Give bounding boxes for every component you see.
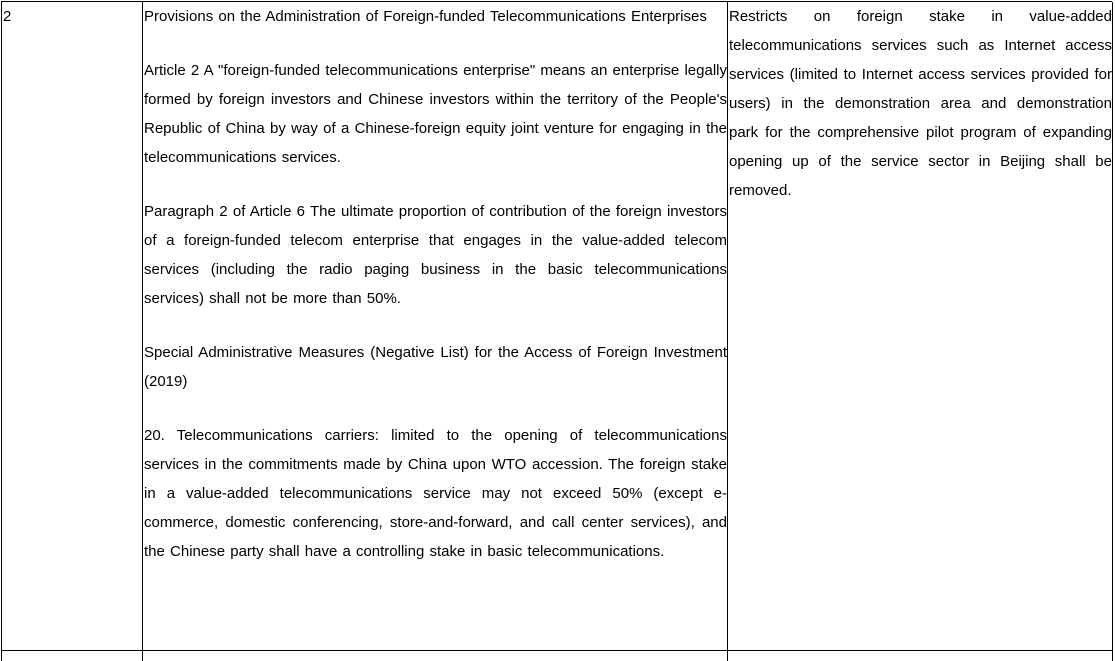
law-paragraph-negative-list: Special Administrative Measures (Negative List) for the Access of Foreign Investment (2019) <box>144 344 727 390</box>
row-bottom-border <box>1 650 1112 651</box>
law-paragraph-item-20: 20. Telecommunications carriers: limited to the opening of telecommunications services in the commitments made by China upon WTO accession. The foreign stake in a value-added telecommunications service may not exceed 50% (except e-commerce, domestic conferencing, store-and-forward, and call center services), and the Chinese party shall have a controlling stake in basic telecommunications. <box>144 427 727 560</box>
law-provisions-text <box>144 2 727 591</box>
regulation-table <box>1 1 1112 661</box>
row-number-cell <box>2 2 143 661</box>
measure-cell <box>728 2 1113 661</box>
law-paragraph-article-2: Article 2 A "foreign-funded telecommunications enterprise" means an enterprise legally formed by foreign investors and Chinese investors within the territory of the People's Republic of China by way of a Chinese-foreign equity joint venture for engaging in the telecommunications services. <box>144 62 727 166</box>
law-paragraph-article-6: Paragraph 2 of Article 6 The ultimate proportion of contribution of the foreign investors of a foreign-funded telecom enterprise that engages in the value-added telecom services (including the radio paging business in the basic telecommunications services) shall not be more than 50%. <box>144 203 727 307</box>
measure-text: Restricts on foreign stake in value-added telecommunications services such as Internet access services (limited to Internet access services provided for users) in the demonstration area and demonstration park for the comprehensive pilot program of expanding opening up of the service sector in Beijing shall be removed. <box>729 8 1112 199</box>
row-number: 2 <box>3 8 12 25</box>
law-provisions-cell <box>143 2 728 661</box>
law-paragraph-title: Provisions on the Administration of Foreign-funded Telecommunications Enterprises <box>144 8 707 25</box>
measure-text-wrapper <box>729 2 1112 230</box>
